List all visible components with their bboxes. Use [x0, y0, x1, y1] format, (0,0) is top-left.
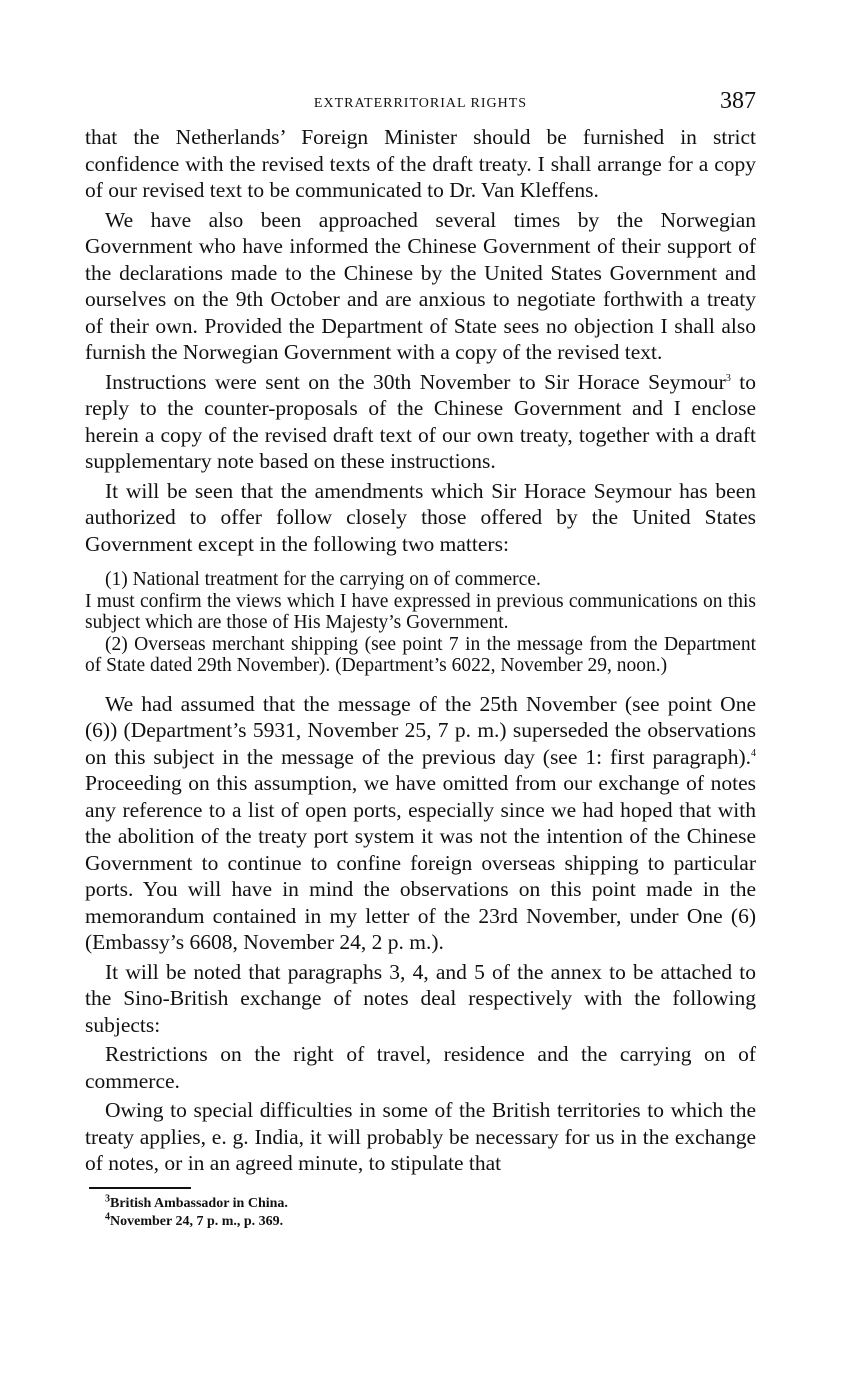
document-page — [85, 88, 756, 1231]
footnote-4-marker: 4 — [105, 1210, 110, 1222]
paragraph-3-text-start: Instructions were sent on the 30th November to Sir Horace Seymour — [105, 369, 726, 394]
running-head: EXTRATERRITORIAL RIGHTS — [313, 96, 528, 111]
quoted-point-1-detail: I must confirm the views which I have expressed in previous communications on this subject which are those of His Majesty’s Government. — [85, 590, 756, 633]
paragraph-3 — [85, 369, 756, 475]
page-header — [85, 88, 756, 124]
footnote-4-text: November 24, 7 p. m., p. 369. — [110, 1213, 284, 1229]
footnote-3 — [105, 1192, 756, 1213]
paragraph-7: Restrictions on the right of travel, residence and the carrying on of commerce. — [85, 1042, 756, 1093]
footnote-ref-4: 4 — [751, 747, 756, 759]
footnote-divider — [89, 1187, 191, 1189]
paragraph-1: that the Netherlands’ Foreign Minister should be furnished in strict confidence with the revised texts of the draft treaty. I shall arrange for a copy of our revised text to be communicated to Dr. Van Kleffens. — [85, 125, 756, 202]
paragraph-4: It will be seen that the amendments which Sir Horace Seymour has been authorized to offer follow closely those offered by the United States Government except in the following two matters: — [85, 478, 756, 556]
quoted-point-1: (1) National treatment for the carrying on of commerce. — [105, 569, 541, 590]
body-text — [85, 124, 756, 1177]
footnote-4 — [105, 1210, 756, 1231]
footnote-3-marker: 3 — [105, 1192, 110, 1204]
paragraph-8: Owing to special difficulties in some of the British territories to which the treaty applies, e. g. India, it will probably be necessary for us in the exchange of notes, or in an agreed minute, to stipulate that — [85, 1098, 756, 1175]
paragraph-2: We have also been approached several times by the Norwegian Government who have informed the Chinese Government of their support of the declarations made to the Chinese by the United States Government and ourselves on the 9th October and are anxious to negotiate forthwith a treaty of their own. Provided the Department of State sees no objection I shall also furnish the Norwegian Government with a copy of the revised text. — [85, 207, 756, 364]
quoted-block — [85, 569, 756, 677]
paragraph-6: It will be noted that paragraphs 3, 4, and 5 of the annex to be attached to the Sino-British exchange of notes deal respectively with the following subjects: — [85, 959, 756, 1037]
paragraph-5-text-start: We had assumed that the message of the 25th November (see point One (6)) (Department’s 5931, November 25, 7 p. m.) superseded the observations on this subject in the message of the previous day (see 1: first paragraph). — [85, 691, 756, 769]
footnote-ref-3: 3 — [725, 372, 731, 384]
paragraph-5-text-end: Proceeding on this assumption, we have omitted from our exchange of notes any reference to a list of open ports, especially since we had hoped that with the abolition of the treaty port system it was not the intention of the Chinese Government to continue to confine foreign overseas shipping to particular ports. You will have in mind the observations on this point made in the memorandum contained in my letter of the 23rd November, under One (6) (Embassy’s 6608, November 24, 2 p. m.). — [85, 771, 756, 954]
footnote-3-text: British Ambassador in China. — [110, 1195, 288, 1211]
footnotes — [85, 1192, 756, 1231]
quoted-point-2: (2) Overseas merchant shipping (see point 7 in the message from the Department of State dated 29th November). (Department’s 6022, November 29, noon.) — [85, 633, 756, 676]
paragraph-5 — [85, 691, 756, 956]
page-number: 387 — [720, 88, 756, 114]
paragraph-3-text-end: to reply to the counter-proposals of the Chinese Government and I enclose herein a copy of the revised draft text of our own treaty, together with a draft supplementary note based on these instructions. — [85, 369, 756, 473]
